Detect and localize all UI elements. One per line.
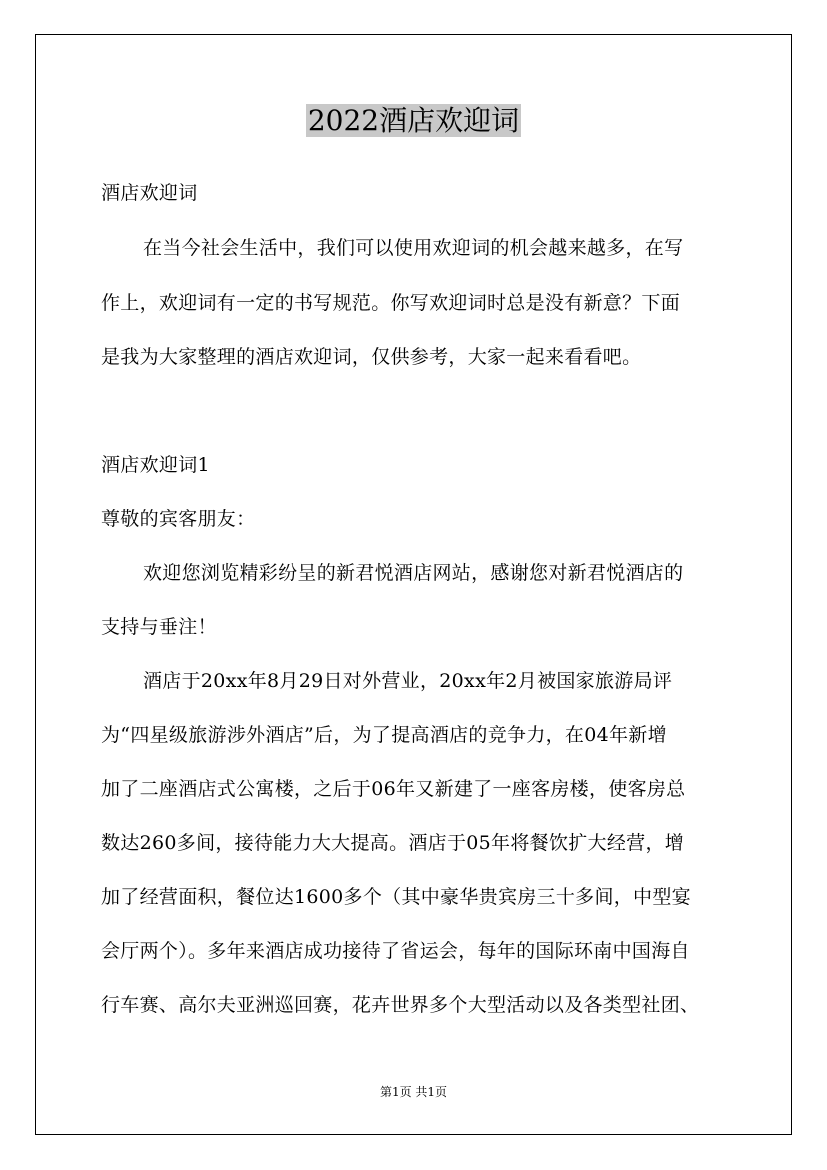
paragraph-line: 酒店于20xx年8月29日对外营业，20xx年2月被国家旅游局评: [143, 670, 673, 692]
paragraph-line: 加了经营面积，餐位达1600多个（其中豪华贵宾房三十多间，中型宴: [101, 886, 691, 908]
paragraph-line: 加了二座酒店式公寓楼，之后于06年又新建了一座客房楼，使客房总: [101, 778, 686, 800]
paragraph-line: 数达260多间，接待能力大大提高。酒店于05年将餐饮扩大经营，增: [101, 832, 685, 854]
section-heading: 酒店欢迎词1: [101, 454, 210, 476]
paragraph-line: 为“四星级旅游涉外酒店”后，为了提高酒店的竞争力，在04年新增: [101, 724, 667, 746]
paragraph-line: 作上，欢迎词有一定的书写规范。你写欢迎词时总是没有新意？下面: [101, 292, 681, 314]
paragraph-line: 是我为大家整理的酒店欢迎词，仅供参考，大家一起来看看吧。: [101, 346, 642, 368]
section-heading: 酒店欢迎词: [101, 182, 198, 204]
page-number: 第1页 共1页: [379, 1085, 448, 1099]
document-title: 2022酒店欢迎词: [307, 104, 520, 137]
paragraph-line: 行车赛、高尔夫亚洲巡回赛，花卉世界多个大型活动以及各类型社团、: [101, 994, 700, 1016]
salutation: 尊敬的宾客朋友：: [101, 508, 256, 530]
paragraph-line: 欢迎您浏览精彩纷呈的新君悦酒店网站，感谢您对新君悦酒店的: [143, 562, 684, 584]
paragraph-line: 会厅两个）。多年来酒店成功接待了省运会，每年的国际环南中国海自: [101, 940, 690, 962]
paragraph-line: 在当今社会生活中，我们可以使用欢迎词的机会越来越多，在写: [143, 237, 684, 259]
paragraph-line: 支持与垂注！: [101, 616, 217, 638]
